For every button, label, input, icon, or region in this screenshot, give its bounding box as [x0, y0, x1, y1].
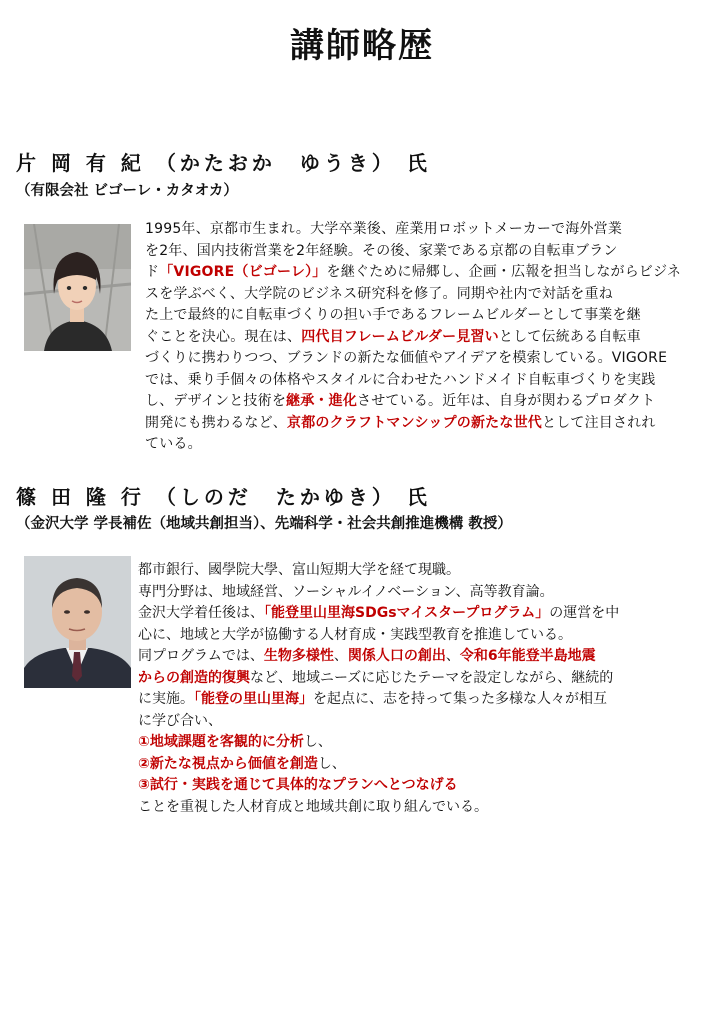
- bio-text: に学び合い、: [138, 712, 222, 729]
- bio-highlight: 「能登里山里海SDGsマイスタープログラム」: [264, 605, 550, 621]
- bio-line: [145, 348, 693, 370]
- instructor-name-shinoda: 篠 田 隆 行 （しのだ たかゆき） 氏: [16, 485, 431, 509]
- bio-highlight: 京都のクラフトマンシップの新たな世代: [287, 414, 542, 431]
- bio-text: ことを重視した人材育成と地域共創に取り組んでいる。: [138, 798, 488, 815]
- bio-line: [138, 775, 698, 797]
- bio-highlight: ②新たな視点から価値を創造: [138, 755, 318, 772]
- bio-line: [145, 262, 693, 284]
- bio-highlight: 令和6年能登半島地震: [459, 648, 596, 664]
- instructor-bio-shinoda: [138, 560, 698, 818]
- bio-line: [145, 370, 693, 392]
- bio-line: [138, 754, 698, 776]
- bio-text: 、: [333, 648, 348, 664]
- bio-highlight: 生物多様性: [263, 648, 334, 664]
- bio-text: 心に、地域と大学が協働する人材育成・実践型教育を推進している。: [138, 626, 572, 643]
- bio-line: [138, 625, 698, 647]
- instructor-name-kataoka: 片 岡 有 紀 （かたおか ゆうき） 氏: [16, 151, 431, 175]
- bio-text: 同プログラムでは、: [138, 648, 264, 664]
- bio-highlight: ③試行・実践を通じて具体的なプランへとつなげる: [138, 777, 458, 793]
- bio-text: 開発にも携わるなど、: [145, 414, 287, 431]
- bio-line: [145, 305, 693, 327]
- bio-text: として注目されれ: [541, 414, 656, 431]
- bio-line: [138, 711, 698, 733]
- bio-text: させている。近年は、自身が関わるプロダクト: [357, 393, 656, 409]
- bio-line: [138, 668, 698, 690]
- bio-line: [138, 732, 698, 754]
- bio-text: ぐことを決心。現在は、: [145, 328, 302, 345]
- bio-text: 、: [445, 648, 460, 664]
- instructor-affiliation-kataoka: （有限会社 ビゴーレ・カタオカ）: [16, 183, 238, 199]
- bio-line: [138, 582, 698, 604]
- page-title: 講師略歴: [290, 26, 434, 66]
- bio-text: スを学ぶべく、大学院のビジネス研究科を修了。同期や社内で対話を重ね: [145, 285, 613, 302]
- bio-highlight: からの創造的復興: [138, 669, 250, 686]
- bio-text: の運営を中: [549, 605, 620, 621]
- instructor-bio-kataoka: [145, 219, 693, 456]
- bio-text: た上で最終的に自転車づくりの担い手であるフレームビルダーとして事業を継: [145, 307, 641, 323]
- bio-text: 専門分野は、地域経営、ソーシャルイノベーション、高等教育論。: [138, 583, 554, 600]
- bio-line: [138, 603, 698, 625]
- bio-text: づくりに携わりつつ、ブランドの新たな価値やアイデアを模索している。VIGORE: [145, 350, 668, 366]
- bio-text: 都市銀行、國學院大學、富山短期大学を経て現職。: [138, 562, 460, 578]
- bio-text: 1995年、京都市生まれ。大学卒業後、産業用ロボットメーカーで海外営業: [145, 221, 623, 237]
- bio-line: [138, 689, 698, 711]
- bio-text: 金沢大学着任後は、: [138, 605, 264, 621]
- bio-text: し、: [303, 734, 332, 750]
- bio-line: [145, 241, 693, 263]
- bio-highlight: 継承・進化: [286, 393, 358, 409]
- instructor-affiliation-shinoda: （金沢大学 学長補佐（地域共創担当）、先端科学・社会共創推進機構 教授）: [16, 516, 512, 532]
- bio-text: として伝統ある自転車: [498, 328, 641, 345]
- bio-highlight: 四代目フレームビルダー見習い: [301, 328, 499, 345]
- bio-text: ド: [145, 264, 160, 280]
- bio-line: [138, 646, 698, 668]
- bio-line: [138, 560, 698, 582]
- bio-text: を2年、国内技術営業を2年経験。その後、家業である京都の自転車ブラン: [145, 242, 618, 259]
- bio-highlight: 「能登の里山里海」: [194, 691, 313, 707]
- bio-highlight: 「VIGORE（ビゴーレ）」: [159, 264, 327, 280]
- instructor-photo-kataoka: [24, 224, 131, 351]
- bio-text: など、地域ニーズに応じたテーマを設定しながら、継続的: [250, 669, 614, 686]
- bio-text: ている。: [145, 436, 202, 452]
- bio-highlight: 関係人口の創出: [347, 648, 446, 664]
- bio-text: を起点に、志を持って集った多様な人々が相互: [313, 691, 607, 707]
- bio-text: し、デザインと技術を: [145, 393, 287, 409]
- bio-line: [145, 327, 693, 349]
- instructor-photo-shinoda: [24, 556, 131, 688]
- bio-line: [145, 284, 693, 306]
- bio-text: を継ぐために帰郷し、企画・広報を担当しながらビジネ: [326, 264, 682, 280]
- bio-text: し、: [317, 755, 346, 772]
- bio-line: [145, 434, 693, 456]
- bio-highlight: ①地域課題を客観的に分析: [138, 734, 304, 750]
- bio-text: では、乗り手個々の体格やスタイルに合わせたハンドメイド自転車づくりを実践: [145, 371, 656, 388]
- bio-line: [145, 391, 693, 413]
- bio-line: [145, 219, 693, 241]
- bio-line: [145, 413, 693, 435]
- bio-text: に実施。: [138, 691, 194, 707]
- bio-line: [138, 797, 698, 819]
